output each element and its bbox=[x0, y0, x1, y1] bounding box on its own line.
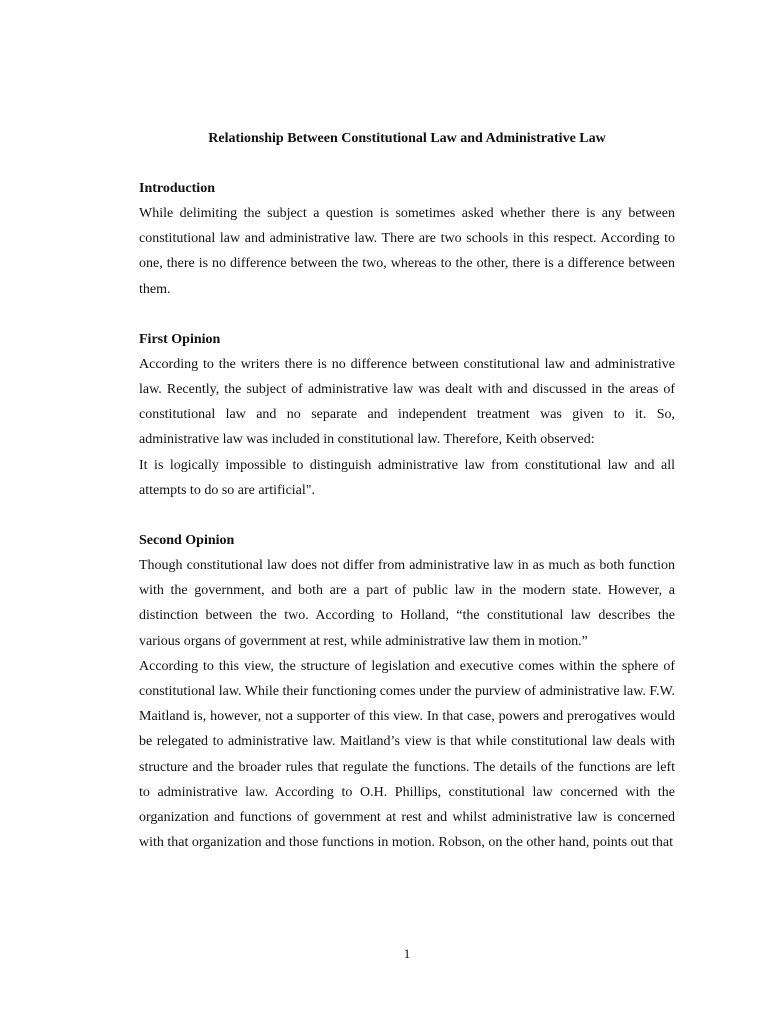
section-second-opinion bbox=[139, 528, 675, 855]
section-introduction bbox=[139, 176, 675, 302]
section-heading-introduction: Introduction bbox=[139, 181, 215, 196]
paragraph: According to this view, the structure of legislation and executive comes within the sphere of constitutional law. While their functioning comes under the purview of administrative law. F.W. Maitland is, however, not a supporter of this view. In that case, powers and prerogatives would be relegated to administrative law. Maitland’s view is that while constitutional law deals with structure and the broader rules that regulate the functions. The details of the functions are left to administrative law. According to O.H. Phillips, constitutional law concerned with the organization and functions of government at rest and whilst administrative law is concerned with that organization and those functions in motion. Robson, on the other hand, points out that bbox=[139, 658, 675, 851]
paragraph: Though constitutional law does not differ from administrative law in as much as both function with the government, and both are a part of public law in the modern state. However, a distinction between the two. According to Holland, “the constitutional law describes the various organs of government at rest, while administrative law them in motion.” bbox=[139, 558, 675, 649]
section-first-opinion bbox=[139, 327, 675, 503]
document-title: Relationship Between Constitutional Law and Administrative Law bbox=[208, 131, 606, 146]
paragraph: While delimiting the subject a question is sometimes asked whether there is any between constitutional law and administrative law. There are two schools in this respect. According to one, there is no difference between the two, whereas to the other, there is a difference between them. bbox=[139, 206, 675, 297]
quoted-paragraph: It is logically impossible to distinguish administrative law from constitutional law and all attempts to do so are artificial". bbox=[139, 457, 675, 498]
paragraph: According to the writers there is no difference between constitutional law and administrative law. Recently, the subject of administrative law was dealt with and discussed in the areas of constitutional law and no separate and independent treatment was given to it. So, administrative law was included in constitutional law. Therefore, Keith observed: bbox=[139, 356, 675, 448]
section-heading-second-opinion: Second Opinion bbox=[139, 533, 235, 549]
section-heading-first-opinion: First Opinion bbox=[139, 331, 221, 347]
page-number: 1 bbox=[403, 946, 411, 961]
document-body bbox=[139, 126, 675, 880]
